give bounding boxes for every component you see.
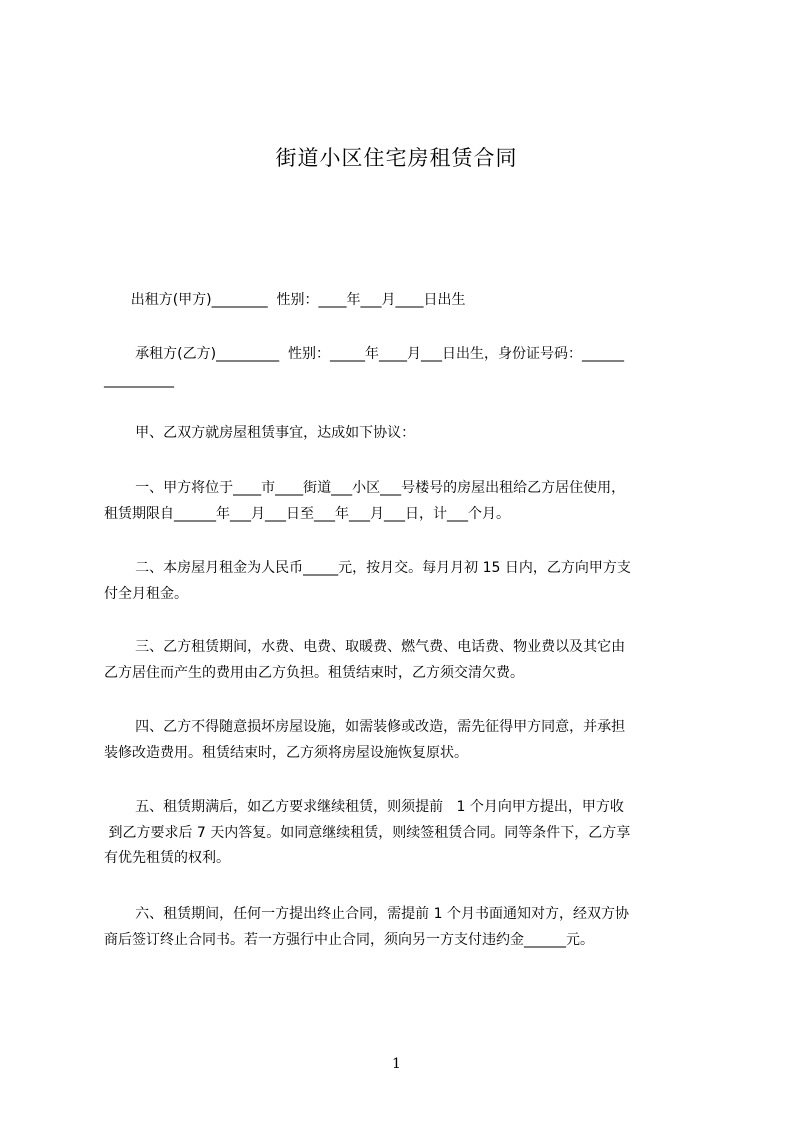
- paragraph-clause-5: 五、租赁期满后，如乙方要求继续租赁，则须提前 1 个月向甲方提出，甲方收 到乙方要求后 7 天内答复。如同意继续租赁，则续签租赁合同。同等条件下，乙方享 有优先租赁的权利。: [104, 799, 631, 866]
- document-title: 街道小区住宅房租赁合同: [275, 146, 518, 170]
- paragraph-clause-4: 四、乙方不得随意损坏房屋设施，如需装修或改造，需先征得甲方同意，并承担 装修改造费用。租赁结束时，乙方须将房屋设施恢复原状。: [104, 719, 626, 761]
- paragraph-clause-6: 六、租赁期间，任何一方提出终止合同，需提前 1 个月书面通知对方，经双方协 商后签订终止合同书。若一方强行中止合同，须向另一方支付违约金______元。: [104, 906, 629, 948]
- paragraph-clause-1: 一、甲方将位于____市____街道___小区___号楼号的房屋出租给乙方居住使用， 租赁期限自______年___月___日至___年___月___日，计___个月。: [104, 480, 626, 522]
- paragraph-clause-2: 二、本房屋月租金为人民币_____元，按月交。每月月初 15 日内，乙方向甲方支 付全月租金。: [104, 560, 631, 602]
- paragraph-clause-3: 三、乙方租赁期间，水费、电费、取暖费、燃气费、电话费、物业费以及其它由 乙方居住而产生的费用由乙方负担。租赁结束时，乙方须交清欠费。: [104, 639, 626, 681]
- paragraph-lessor: 出租方(甲方)________ 性别：____年___月____日出生: [104, 292, 466, 308]
- page-number: 1: [392, 1056, 401, 1072]
- paragraph-agreement-intro: 甲、乙双方就房屋租赁事宜，达成如下协议：: [104, 425, 416, 441]
- paragraph-lessee: 承租方(乙方)_________ 性别：_____年____月___日出生，身份证号码：______ __________: [104, 346, 624, 388]
